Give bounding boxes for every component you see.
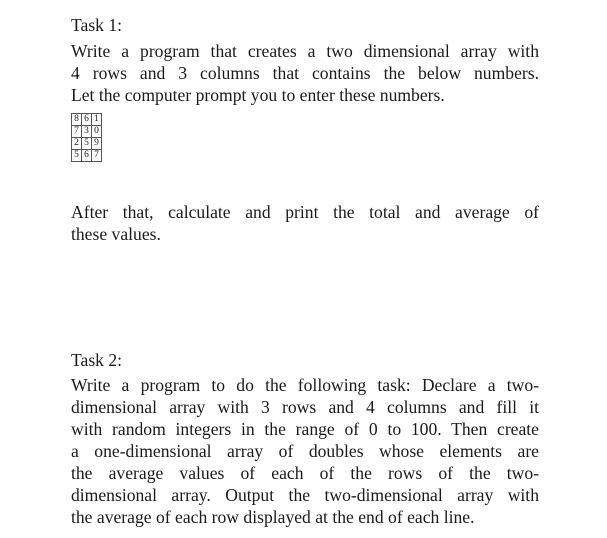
task1-followup [71, 201, 539, 245]
grid-cell: 5 [72, 150, 82, 162]
grid-row [72, 150, 102, 162]
task2-line: dimensional array. Output the two-dimensional array with [71, 485, 539, 505]
task1-description [71, 40, 539, 106]
task1-line: 4 rows and 3 columns that contains the below numbers. [71, 63, 539, 83]
task2-line: dimensional array with 3 rows and 4 columns and fill it [71, 397, 539, 417]
task1-heading [71, 14, 539, 36]
grid-row [72, 126, 102, 138]
task2-heading-text: Task 2: [71, 350, 123, 370]
number-grid [71, 113, 102, 162]
task2-line: a one-dimensional array of doubles whose elements are [71, 441, 539, 461]
task2-line: Write a program to do the following task: Declare a two- [71, 375, 539, 395]
grid-cell: 8 [72, 114, 82, 126]
grid-row [72, 114, 102, 126]
task1-followup-line: After that, calculate and print the total and average of [71, 202, 539, 222]
task1-followup-line: these values. [71, 224, 161, 244]
task1-line: Let the computer prompt you to enter these numbers. [71, 85, 445, 105]
grid-cell: 6 [82, 114, 92, 126]
task2-line: the average values of each of the rows of the two- [71, 463, 539, 483]
task2-line: with random integers in the range of 0 to 100. Then create [71, 419, 539, 439]
grid-cell: 0 [92, 126, 102, 138]
task1-line: Write a program that creates a two dimensional array with [71, 41, 539, 61]
grid-cell: 2 [72, 138, 82, 150]
task2-description [71, 374, 539, 528]
task1-heading-text: Task 1: [71, 15, 123, 35]
grid-cell: 3 [82, 126, 92, 138]
task2-heading [71, 349, 539, 371]
grid-cell: 7 [72, 126, 82, 138]
grid-cell: 6 [82, 150, 92, 162]
task2-line: the average of each row displayed at the end of each line. [71, 507, 475, 527]
grid-cell: 7 [92, 150, 102, 162]
grid-cell: 9 [92, 138, 102, 150]
grid-cell: 1 [92, 114, 102, 126]
grid-cell: 5 [82, 138, 92, 150]
grid-row [72, 138, 102, 150]
